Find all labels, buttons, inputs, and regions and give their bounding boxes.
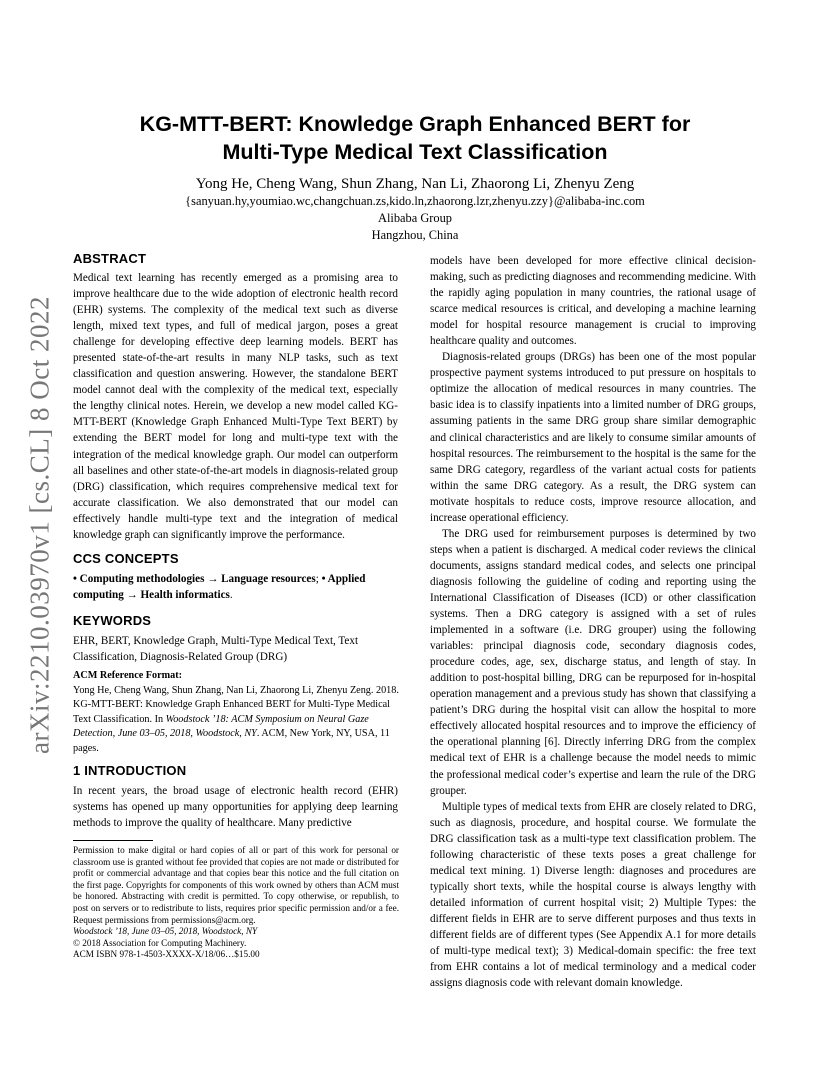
footnote-venue: Woodstock ’18, June 03–05, 2018, Woodstock, NY xyxy=(73,926,258,937)
footnote-rule xyxy=(73,840,153,841)
footnote-isbn: ACM ISBN 978-1-4503-XXXX-X/18/06…$15.00 xyxy=(73,949,260,960)
footnote-copyright: © 2018 Association for Computing Machinery. xyxy=(73,937,247,948)
acm-reference-heading: ACM Reference Format: xyxy=(73,670,182,681)
paper-title xyxy=(70,110,760,166)
reference-text-b: . ACM, New York, NY, USA, 11 pages. xyxy=(73,728,390,754)
arxiv-identifier xyxy=(22,290,58,760)
footnote-permission: Permission to make digital or hard copies of all or part of this work for personal or classroom use is granted without fee provided that copies are not made or distributed for profit or commercial advantage and that copies bear this notice and the full citation on the first page. Copyrights for components of this work owned by others than ACM must be honored. Abstracting with credit is permitted. To copy otherwise, or republish, to post on servers or to redistribute to lists, requires prior specific permission and/or a fee. Request permissions from permissions@acm.org. xyxy=(73,845,399,925)
abstract-text: Medical text learning has recently emerged as a promising area to improve healthcare due to the wide adoption of electronic health record (EHR) systems. The complexity of the medical text such as diverse length, mixed text types, and full of medical jargon, poses a great challenge for developing effective deep learning models. BERT has presented state-of-the-art results in many NLP tasks, such as text classification and question answering. However, the standalone BERT model cannot deal with the complexity of the medical text, especially the lengthy clinical notes. Herein, we develop a new model called KG-MTT-BERT (Knowledge Graph Enhanced Multi-Type Text BERT) by extending the BERT model for long and multi-type text with the integration of the medical knowledge graph. Our model can outperform all baselines and other state-of-the-art models in diagnosis-related group (DRG) classification, which requires comprehensive medical text for accurate classification. We also demonstrated that our model can effectively handle multi-type text and the integration of medical knowledge graph can significantly improve the performance. xyxy=(73,272,398,541)
ccs-bullet-computing: • Computing methodologies → Language resources xyxy=(73,573,316,585)
title-line-1: KG-MTT-BERT: Knowledge Graph Enhanced BERT for xyxy=(139,112,691,136)
author-emails: {sanyuan.hy,youmiao.wc,changchuan.zs,kido.ln,zhaorong.lzr,zhenyu.zzy}@alibaba-inc.com xyxy=(185,194,645,208)
right-column-body xyxy=(430,253,756,991)
introduction-body xyxy=(73,783,398,831)
introduction-heading: 1 INTRODUCTION xyxy=(73,763,187,778)
paragraph-multi-type-text: Multiple types of medical texts from EHR are closely related to DRG, such as diagnosis, procedure, and hospital course. We formulate the DRG classification task as a multi-type text classification problem. The following characteristic of these texts poses a great challenge for medical text mining. 1) Diverse length: diagnoses and procedures are typically short texts, while the hospital course is always lengthy with detailed information of current hospital visit; 2) Multiple Types: the different fields in EHR are to serve different purposes and thus texts in different fields are of different types (See Appendix A.1 for more details of multi-type medical text); 3) Medical-domain specific: the free text from EHR contains a lot of medical terminology and a medical coder assigns diagnosis code with relevant domain knowledge. xyxy=(430,800,756,990)
author-list: Yong He, Cheng Wang, Shun Zhang, Nan Li, Zhaorong Li, Zhenyu Zeng xyxy=(195,176,635,192)
arxiv-id-text: arXiv:2210.03970v1 [cs.CL] 8 Oct 2022 xyxy=(24,296,55,754)
acm-reference-format xyxy=(73,669,401,756)
paragraph-predictive-models: models have been developed for more effective clinical decision-making, such as predicting diagnoses and recommending medicine. With the rapidly aging population in many countries, the rational usage of scarce medical resources is critical, and developing a machine learning model for hospital resource management is crucial to improving healthcare quality and outcomes. xyxy=(430,255,756,348)
paragraph-drg-steps: The DRG used for reimbursement purposes is determined by two steps when a patient is discharged. A medical coder reviews the clinical documents, assigns standard medical codes, and selects one principal diagnosis following the guideline of coding and reporting using the International Classification of Diseases (ICD) or other classification systems. Then a DRG category is assigned with a set of rules implemented in a software (i.e. DRG grouper) using the following variables: principal diagnosis code, secondary diagnosis codes, procedure codes, age, sex, discharge status, and length of stay. In addition to post-hospital billing, DRG can be repurposed for in-hospital operation management and a previous study has shown that classifying a patient’s DRG during the hospital visit can allow the hospital to more effectively allocated hospital resources and to improve the efficiency of the operational planning [6]. Directly inferring DRG from the complex medical text of EHR is a challenge because the model needs to mimic the professional medical coder’s expertise and learn the rule of the DRG grouper. xyxy=(430,527,756,797)
ccs-bullet-applied: • Applied computing → Health informatics xyxy=(73,573,366,601)
keywords-text: EHR, BERT, Knowledge Graph, Multi-Type Medical Text, Text Classification, Diagnosis-Related Group (DRG) xyxy=(73,635,359,664)
affiliation-org: Alibaba Group xyxy=(378,211,452,225)
introduction-text: In recent years, the broad usage of electronic health record (EHR) systems has opened up many opportunities for applying deep learning methods to improve the quality of healthcare. Many predictive xyxy=(73,785,398,830)
ccs-heading: CCS CONCEPTS xyxy=(73,551,179,566)
keywords-body xyxy=(73,633,398,665)
ccs-concepts xyxy=(73,571,403,603)
footnote xyxy=(73,845,399,961)
affiliation-city: Hangzhou, China xyxy=(371,228,459,242)
paragraph-drg-overview: Diagnosis-related groups (DRGs) has been one of the most popular prospective payment systems introduced to put pressure on hospitals to optimize the allocation of medical resources in many countries. The basic idea is to classify inpatients into a limited number of DRG groups, assuming patients in the same DRG group share similar demographic and clinical characteristics and are likely to consume similar amounts of hospital resources. The reimbursement to the hospital is the same for the same DRG category, regardless of the variant actual costs for patients within the same DRG category. As a result, the DRG system can motivate hospitals to reduce costs, improve resource allocation, and increase operational efficiency. xyxy=(430,351,756,524)
abstract-body xyxy=(73,270,398,543)
title-line-2: Multi-Type Medical Text Classification xyxy=(222,140,608,164)
ccs-end: . xyxy=(229,589,233,601)
ccs-separator: ; xyxy=(315,573,322,585)
reference-venue: Woodstock ’18: ACM Symposium on Neural Gaze Detection, June 03–05, 2018, Woodstock, NY xyxy=(73,713,369,739)
acm-reference-text xyxy=(73,684,401,757)
reference-text-a: Yong He, Cheng Wang, Shun Zhang, Nan Li, Zhaorong Li, Zhenyu Zeng. 2018. KG-MTT-BERT: Knowledge Graph Enhanced BERT for Multi-Type Medical Text Classification. In xyxy=(73,684,399,725)
abstract-heading: ABSTRACT xyxy=(73,251,147,266)
keywords-heading: KEYWORDS xyxy=(73,613,152,628)
